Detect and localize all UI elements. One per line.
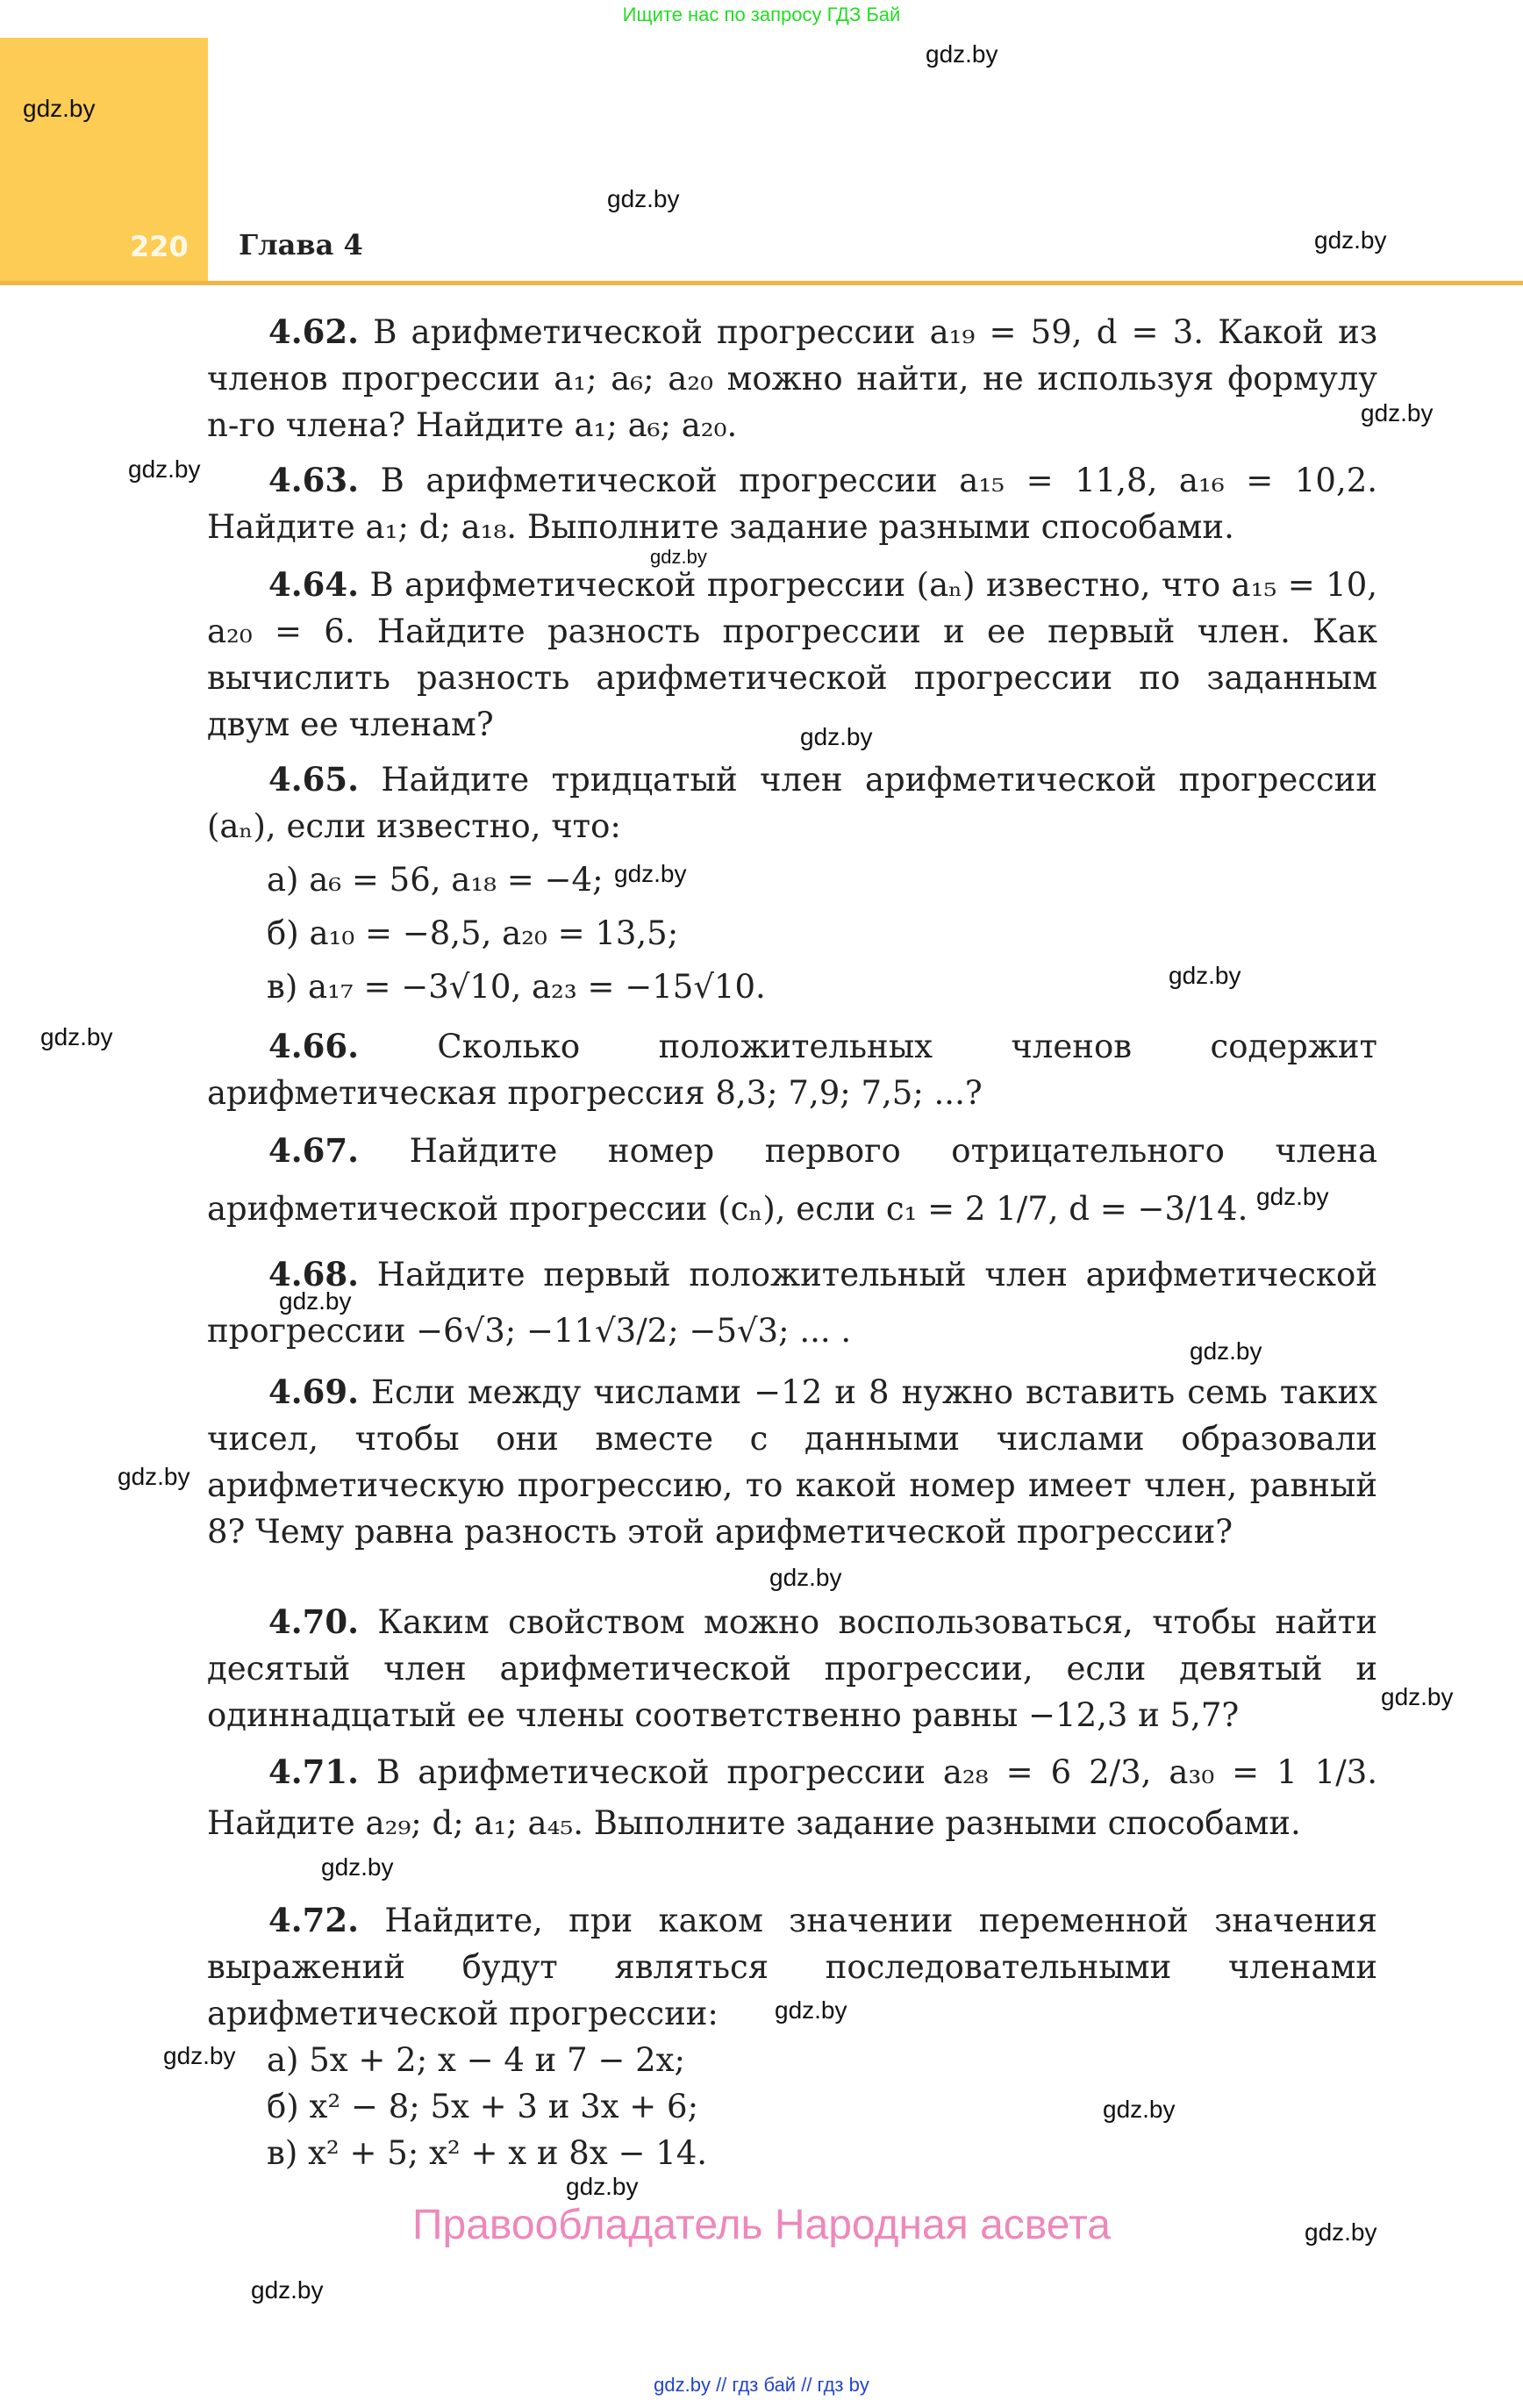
problem-number: 4.69.: [268, 1372, 359, 1411]
problem-text: Сколько положительных членов содержит арифметическая прогрессия 8,3; 7,9; 7,5; ...?: [207, 1028, 1377, 1112]
problem-number: 4.67.: [268, 1131, 359, 1170]
problem-4-71: [207, 1746, 1377, 1849]
problem-number: 4.63.: [268, 461, 359, 499]
watermark: gdz.by: [1169, 962, 1241, 989]
problem-4-64: [207, 562, 1377, 748]
problem-number: 4.71.: [268, 1752, 359, 1791]
watermark: gdz.by: [163, 2042, 236, 2069]
watermark: gdz.by: [279, 1287, 352, 1315]
problem-4-65: [207, 756, 1377, 1010]
problem-text: Найдите, при каком значении переменной значения выражений будут являться последовательными членами арифметической прогрессии:: [207, 1902, 1378, 2032]
watermark: gdz.by: [1190, 1337, 1262, 1365]
watermark: gdz.by: [614, 860, 687, 887]
watermark: gdz.by: [1103, 2096, 1176, 2123]
watermark: gdz.by: [1381, 1683, 1454, 1710]
watermark: gdz.by: [118, 1463, 190, 1490]
watermark: gdz.by: [40, 1023, 113, 1050]
problem-4-69: [207, 1369, 1377, 1555]
watermark: gdz.by: [128, 455, 201, 483]
watermark: gdz.by: [769, 1564, 842, 1591]
watermark: gdz.by: [1305, 2218, 1377, 2246]
problem-text: В арифметической прогрессии (aₙ) известно, что a₁₅ = 10, a₂₀ = 6. Найдите разность прогрессии и ее первый член. Как вычислить разность арифметической прогрессии по заданным двум ее членам?: [207, 566, 1377, 743]
problem-number: 4.62.: [268, 312, 359, 351]
option-b: б) x² − 8; 5x + 3 и 3x + 6;: [267, 2088, 699, 2125]
problem-text: Каким свойством можно воспользоваться, чтобы найти десятый член арифметической прогрессии, если девятый и одиннадцатый ее члены соответственно равны −12,3 и 5,7?: [207, 1603, 1377, 1734]
watermark: gdz.by: [1314, 226, 1387, 254]
watermark: gdz.by: [607, 185, 680, 212]
watermark: gdz.by: [650, 546, 707, 568]
header-rule: [0, 281, 1523, 285]
watermark: gdz.by: [1256, 1183, 1329, 1210]
problem-number: 4.68.: [268, 1255, 359, 1294]
problem-text: Найдите первый положительный член арифметической прогрессии −6√3; −11√3/2; −5√3; ... .: [207, 1256, 1377, 1350]
problem-text: В арифметической прогрессии a₁₉ = 59, d = 3. Какой из членов прогрессии a₁; a₆; a₂₀ можно найти, не используя формулу n-го члена? Найдите a₁; a₆; a₂₀.: [207, 313, 1378, 444]
copyright-notice: Правообладатель Народная асвета: [412, 2202, 1111, 2248]
option-b: б) a₁₀ = −8,5, a₂₀ = 13,5;: [267, 914, 679, 952]
problem-4-72: [207, 1897, 1377, 2176]
footer-links[interactable]: gdz.by // гдз бай // гдз by: [654, 2374, 869, 2396]
watermark: gdz.by: [321, 1853, 394, 1881]
problem-number: 4.66.: [268, 1027, 359, 1065]
watermark: gdz.by: [926, 40, 998, 68]
watermark: gdz.by: [800, 723, 873, 750]
page-number: 220: [130, 230, 189, 263]
problem-text: Найдите тридцатый член арифметической прогрессии (aₙ), если известно, что:: [207, 761, 1378, 845]
problem-number: 4.72.: [268, 1901, 359, 1939]
search-banner: Ищите нас по запросу ГДЗ Бай: [622, 4, 901, 25]
problem-4-62: [207, 309, 1377, 448]
problem-4-66: [207, 1023, 1377, 1116]
problem-4-68: [207, 1246, 1377, 1359]
chapter-title: Глава 4: [239, 228, 363, 262]
problem-4-70: [207, 1599, 1377, 1738]
problem-text: Если между числами −12 и 8 нужно вставить семь таких чисел, чтобы они вместе с данными числами образовали арифметическую прогрессию, то какой номер имеет член, равный 8? Чему равна разность этой арифметической прогрессии?: [207, 1373, 1377, 1551]
watermark: gdz.by: [251, 2276, 324, 2304]
watermark: gdz.by: [23, 95, 96, 122]
problem-text: Найдите номер первого отрицательного члена арифметической прогрессии (cₙ), если c₁ = 2 1/7, d = −3/14.: [207, 1132, 1377, 1228]
watermark: gdz.by: [775, 1996, 847, 2024]
option-c: в) a₁₇ = −3√10, a₂₃ = −15√10.: [267, 968, 766, 1006]
problem-number: 4.64.: [268, 565, 359, 604]
option-a: а) 5x + 2; x − 4 и 7 − 2x;: [267, 2041, 686, 2079]
option-c: в) x² + 5; x² + x и 8x − 14.: [267, 2134, 708, 2172]
problem-4-63: [207, 457, 1377, 550]
problem-4-67: [207, 1122, 1377, 1238]
problem-text: В арифметической прогрессии a₂₈ = 6 2/3, a₃₀ = 1 1/3. Найдите a₂₉; d; a₁; a₄₅. Выполните задание разными способами.: [207, 1753, 1377, 1842]
problem-number: 4.70.: [268, 1602, 359, 1641]
watermark: gdz.by: [566, 2173, 639, 2200]
problem-number: 4.65.: [268, 760, 359, 799]
option-a: а) a₆ = 56, a₁₈ = −4;: [267, 861, 604, 899]
problem-text: В арифметической прогрессии a₁₅ = 11,8, a₁₆ = 10,2. Найдите a₁; d; a₁₈. Выполните задание разными способами.: [207, 462, 1378, 546]
watermark: gdz.by: [1361, 399, 1434, 426]
